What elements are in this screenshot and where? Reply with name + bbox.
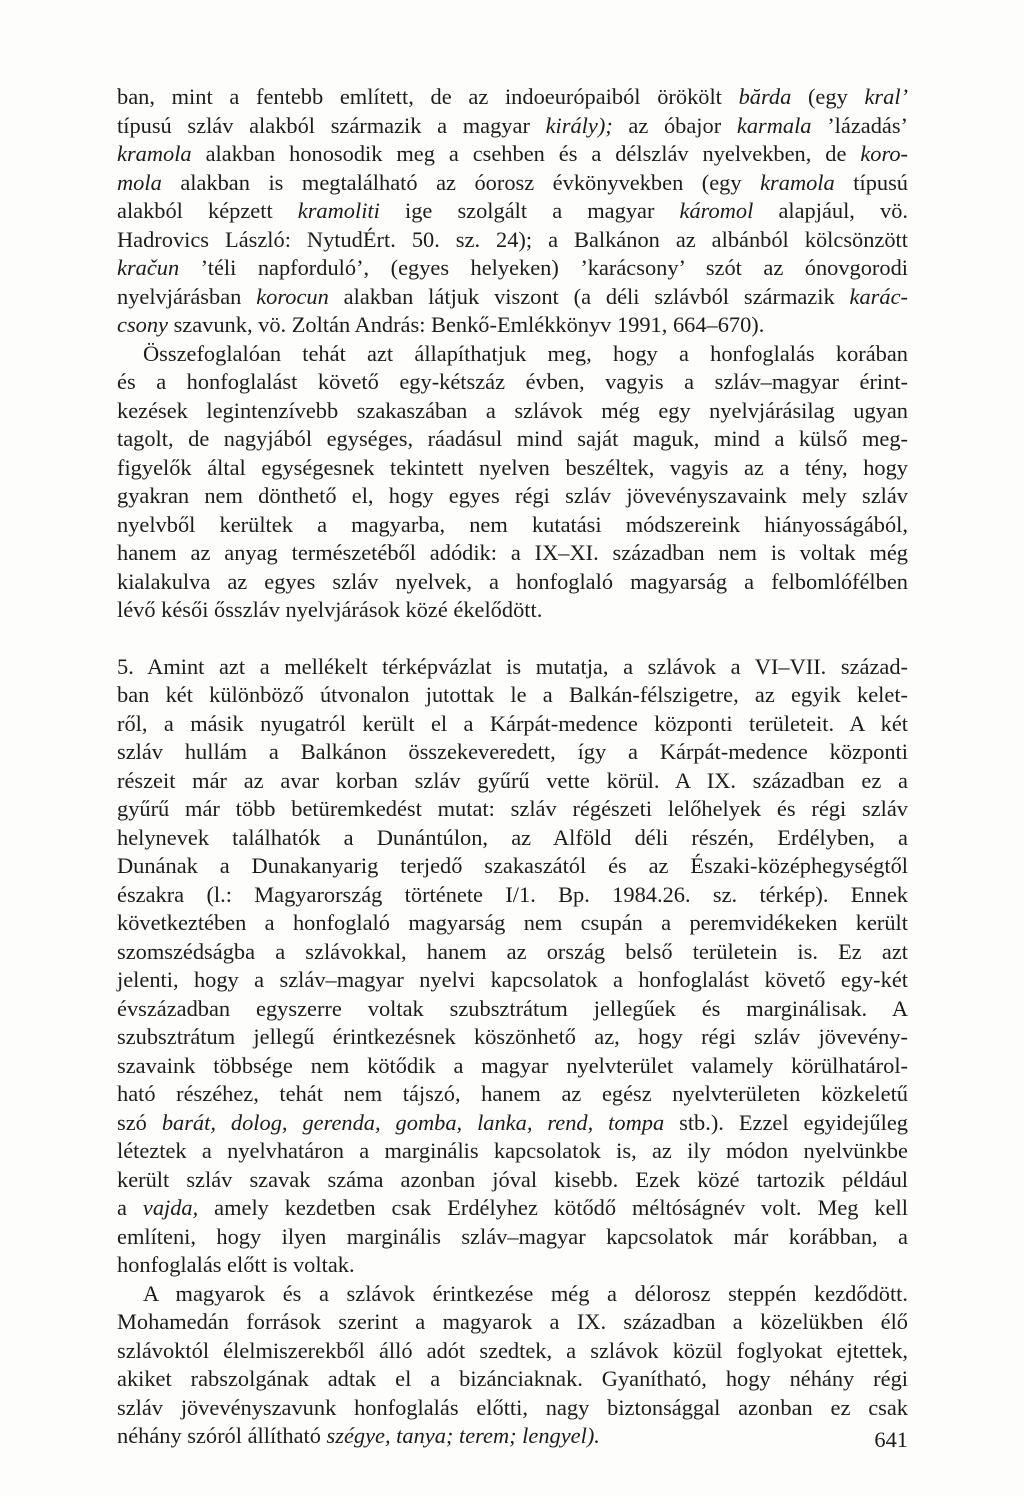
text-segment: ige szolgált a magyar [379,198,680,223]
italic-term: karmala [736,112,812,138]
text-segment: ről, a másik nyugatról került el a Kárpát-medence központi területeit. A két [117,710,908,736]
text-line [117,454,908,483]
italic-term: bărda [738,84,792,109]
italic-term: kračun [117,255,180,280]
italic-term: barát, dolog, gerenda, gomba, lanka, rend, tompa [161,1109,665,1135]
text-line [117,1052,908,1081]
text-segment: szavaink többsége nem kötődik a magyar nyelvterület valamely körülhatárol- [117,1052,908,1078]
text-line [117,83,908,112]
italic-term: karác- [849,283,908,309]
text-segment: szlávoktól élelmiszerekből álló adót szedtek, a szlávok közül foglyokat ejtettek, [117,1337,908,1363]
text-line [117,1166,908,1195]
text-segment: részeit már az avar korban szláv gyűrű vette körül. A IX. században ez a [117,767,908,793]
italic-term: koro- [860,141,908,166]
text-line [117,938,908,967]
italic-term: kramola [760,169,835,195]
text-segment: (egy [791,84,865,109]
italic-term: szégye, tanya; terem; lengyel). [326,1423,600,1448]
text-segment: került szláv szavak száma azonban jóval kisebb. Ezek közé tartozik például [117,1166,908,1192]
text-segment: léteztek a nyelvhatáron a marginális kapcsolatok is, az ily módon nyelvünkbe [117,1138,908,1163]
text-segment: jelenti, hogy a szláv–magyar nyelvi kapcsolatok a honfoglalást követő egy-két [117,967,908,992]
text-segment: hanem az anyag természetéből adódik: a IX–XI. században nem is voltak még [117,540,908,565]
text-segment: lévő késői ősszláv nyelvjárások közé ékelődött. [117,597,543,622]
text-segment: ’téli napforduló’, (egyes helyeken) ’karácsony’ szót az ónovgorodi [179,255,908,280]
italic-term: korocun [256,283,329,309]
text-segment: helynevek találhatók a Dunántúlon, az Alföld déli részén, Erdélyben, a [117,824,908,850]
text-line [117,710,908,739]
text-segment: akiket rabszolgának adtak el a bizánciaknak. Gyanítható, hogy néhány régi [117,1366,908,1391]
text-line [117,1251,908,1280]
text-line [117,511,908,540]
text-segment: gyűrű már több betüremkedést mutat: szláv régészeti lelőhelyek és régi szláv [117,796,908,821]
text-segment: tagolt, de nagyjából egységes, ráadásul mind saját maguk, mind a külső meg- [117,426,908,451]
text-line [117,596,908,625]
text-line [117,368,908,397]
text-segment: Dunának a Dunakanyarig terjedő szakaszától és az Északi-középhegységtől [117,853,908,878]
text-line [117,340,908,369]
text-segment: ’lázadás’ [811,112,908,138]
text-segment: típusú [834,169,908,195]
text-line [117,169,908,198]
text-line [117,653,908,682]
text-segment: említeni, hogy ilyen marginális szláv–magyar kapcsolatok már korábban, a [117,1223,908,1249]
text-segment: Mohamedán források szerint a magyarok a IX. században a közelükben élő [117,1309,908,1334]
text-line [117,995,908,1024]
text-segment: kialakulva az egyes szláv nyelvek, a honfoglaló magyarság a felbomlófélben [117,568,908,594]
text-segment: gyakran nem dönthető el, hogy egyes régi szláv jövevényszavaink mely szláv [117,483,908,508]
text-segment: az óbajor [612,112,737,138]
italic-term: kramoliti [297,198,380,223]
text-line [117,112,908,141]
text-line [117,254,908,283]
text-segment: északra (l.: Magyarország története I/1. Bp. 1984.26. sz. térkép). Ennek [117,881,908,907]
text-line [117,852,908,881]
text-segment: és a honfoglalást követő egy-kétszáz évben, vagyis a szláv–magyar érint- [117,369,908,394]
italic-term: vajda, [142,1195,199,1220]
text-line [117,738,908,767]
text-segment: alakban látjuk viszont (a déli szlávból származik [328,283,850,309]
text-line [117,1280,908,1309]
text-line [117,1365,908,1394]
text-segment: A magyarok és a szlávok érintkezése még a délorosz steppén kezdődött. [143,1280,908,1306]
text-line [117,226,908,255]
text-segment: szó [117,1109,162,1135]
page-number: 641 [874,1427,908,1452]
text-line [117,681,908,710]
text-segment: ban két különböző útvonalon jutottak le a Balkán-félszigetre, az egyik kelet- [117,682,908,707]
text-segment: nyelvből kerültek a magyarba, nem kutatási módszereink hiányosságából, [117,511,908,537]
italic-term: kral’ [864,84,908,109]
text-segment: szláv hullám a Balkánon összekeveredett, így a Kárpát-medence központi [117,739,908,764]
text-segment: következtében a honfoglaló magyarság nem csupán a peremvidékeken került [117,910,908,935]
text-segment: alakból képzett [117,198,298,223]
text-line [117,1137,908,1166]
text-segment: Összefoglalóan tehát azt állapíthatjuk meg, hogy a honfoglalás korában [143,340,908,366]
text-segment: kezések legintenzívebb szakaszában a szlávok még egy nyelvjárásilag ugyan [117,397,908,423]
text-segment: figyelők által egységesnek tekintett nyelven beszéltek, vagyis az a tény, hogy [117,454,908,480]
italic-term: király); [545,112,613,138]
text-line [117,425,908,454]
text-segment: szavunk, vö. Zoltán András: Benkő-Emlékkönyv 1991, 664–670). [167,312,765,337]
text-line [117,966,908,995]
text-segment: ban, mint a fentebb említett, de az indoeurópaiból örökölt [117,84,739,109]
text-segment: néhány szóról állítható [117,1423,327,1448]
text-line [117,311,908,340]
text-segment: évszázadban egyszerre voltak szubsztrátum jellegűek és marginálisak. A [117,995,908,1021]
text-segment: stb.). Ezzel egyidejűleg [664,1109,908,1135]
text-segment: alapjául, vö. [753,198,909,223]
text-line [117,1109,908,1138]
text-line [117,1023,908,1052]
text-line [117,767,908,796]
text-line [117,1394,908,1423]
text-line [117,1308,908,1337]
text-line [117,1080,908,1109]
text-segment: ható részéhez, tehát nem tájszó, hanem az egész nyelvterületen közkeletű [117,1081,908,1106]
text-segment: 5. Amint azt a mellékelt térképvázlat is mutatja, a szlávok a VI–VII. század- [117,653,908,679]
text-segment: típusú szláv alakból származik a magyar [117,112,546,138]
text-segment: szubsztrátum jellegű érintkezésnek köszönhető az, hogy régi szláv jövevény- [117,1024,908,1049]
text-line [117,140,908,169]
text-segment: alakban honosodik meg a csehben és a délszláv nyelvekben, de [191,141,861,166]
text-segment: honfoglalás előtt is voltak. [117,1252,355,1277]
italic-term: csony [117,312,168,337]
text-segment: Hadrovics László: NytudÉrt. 50. sz. 24); a Balkánon az albánból kölcsönzött [117,226,908,252]
text-line [117,881,908,910]
text-line [117,482,908,511]
text-segment: nyelvjárásban [117,283,257,309]
text-line [117,909,908,938]
text-line [117,197,908,226]
text-line [117,1422,908,1451]
text-line [117,568,908,597]
text-segment: szláv jövevényszavunk honfoglalás előtti, nagy biztonsággal azonban ez csak [117,1394,908,1420]
text-segment: szomszédságba a szlávokkal, hanem az ország belső területein is. Ez azt [117,938,908,964]
text-line [117,824,908,853]
text-line [117,283,908,312]
text-line [117,1194,908,1223]
text-line [117,539,908,568]
text-segment: alakban is megtalálható az óorosz évkönyvekben (egy [161,169,761,195]
text-line [117,397,908,426]
text-segment: amely kezdetben csak Erdélyhez kötődő méltóságnév volt. Meg kell [198,1195,908,1220]
text-line [117,795,908,824]
italic-term: kramola [117,141,192,166]
body-text [117,83,908,1451]
italic-term: mola [117,169,162,195]
italic-term: káromol [679,198,754,223]
text-line [117,1337,908,1366]
text-segment: a [117,1195,143,1220]
text-line [117,1223,908,1252]
